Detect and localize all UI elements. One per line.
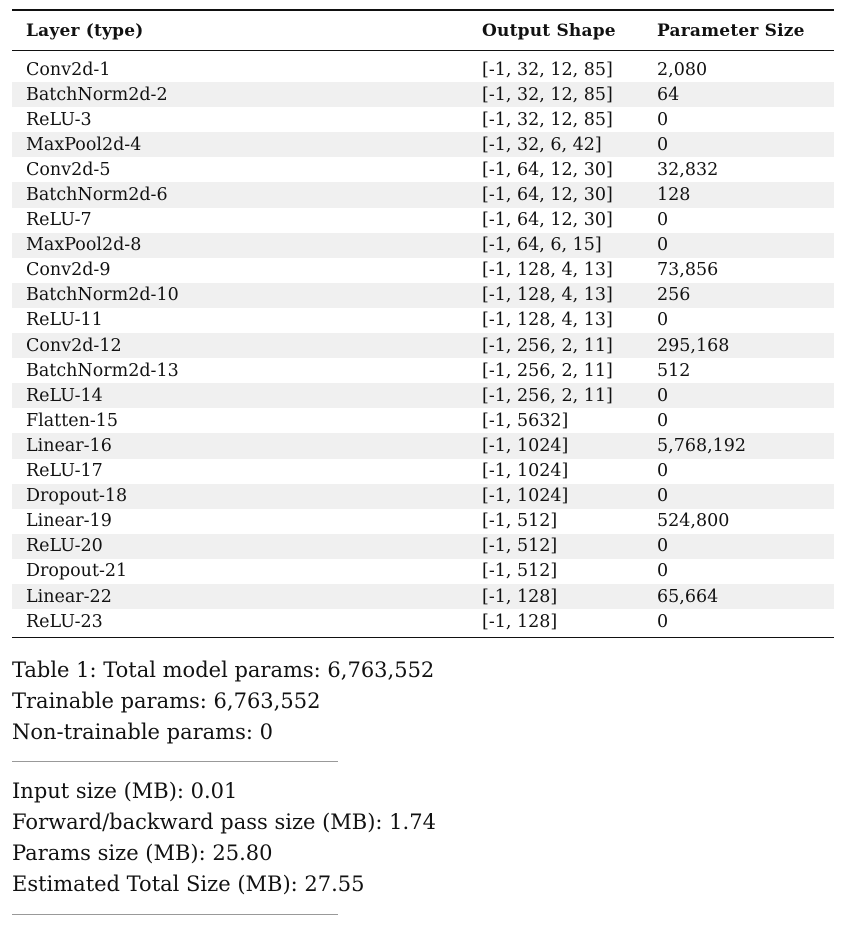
output-shape-cell: [-1, 512] — [482, 561, 558, 582]
table-row — [12, 333, 834, 358]
parameter-size-cell: 0 — [657, 235, 669, 256]
output-shape-cell: [-1, 256, 2, 11] — [482, 385, 613, 406]
table-row — [12, 308, 834, 333]
parameter-size-cell: 65,664 — [657, 586, 719, 607]
header-output-shape: Output Shape — [482, 20, 616, 41]
parameter-size-cell: 0 — [657, 561, 669, 582]
output-shape-cell: [-1, 128, 4, 13] — [482, 310, 613, 331]
parameter-size-cell: 128 — [657, 185, 691, 206]
layer-name-cell: Dropout-21 — [26, 561, 128, 582]
parameter-size-cell: 5,768,192 — [657, 435, 747, 456]
parameter-size-cell: 295,168 — [657, 335, 730, 356]
parameter-size-cell: 64 — [657, 84, 680, 105]
estimated-total-size: Estimated Total Size (MB): 27.55 — [12, 872, 365, 896]
layer-name-cell: ReLU-3 — [26, 109, 92, 130]
table-row — [12, 283, 834, 308]
output-shape-cell: [-1, 512] — [482, 511, 558, 532]
layer-name-cell: Linear-22 — [26, 586, 112, 607]
output-shape-cell: [-1, 1024] — [482, 435, 569, 456]
output-shape-cell: [-1, 128] — [482, 611, 558, 632]
parameter-size-cell: 32,832 — [657, 159, 719, 180]
table-header-row — [12, 11, 834, 50]
output-shape-cell: [-1, 512] — [482, 536, 558, 557]
parameter-size-cell: 524,800 — [657, 511, 730, 532]
parameter-size-cell: 0 — [657, 385, 669, 406]
layer-name-cell: MaxPool2d-4 — [26, 134, 142, 155]
table-row — [12, 182, 834, 207]
table-row — [12, 157, 834, 182]
layer-name-cell: Flatten-15 — [26, 410, 119, 431]
layer-name-cell: Conv2d-12 — [26, 335, 122, 356]
table-row — [12, 509, 834, 534]
output-shape-cell: [-1, 128] — [482, 586, 558, 607]
layer-name-cell: ReLU-20 — [26, 536, 103, 557]
output-shape-cell: [-1, 32, 12, 85] — [482, 109, 613, 130]
model-summary-table — [12, 9, 834, 638]
layer-name-cell: Conv2d-9 — [26, 260, 111, 281]
output-shape-cell: [-1, 128, 4, 13] — [482, 285, 613, 306]
output-shape-cell: [-1, 64, 12, 30] — [482, 159, 613, 180]
output-shape-cell: [-1, 64, 12, 30] — [482, 185, 613, 206]
forward-backward-size: Forward/backward pass size (MB): 1.74 — [12, 810, 436, 834]
layer-name-cell: ReLU-7 — [26, 210, 92, 231]
table-row — [12, 609, 834, 634]
parameter-size-cell: 0 — [657, 210, 669, 231]
layer-name-cell: ReLU-11 — [26, 310, 103, 331]
layer-name-cell: BatchNorm2d-10 — [26, 285, 179, 306]
output-shape-cell: [-1, 256, 2, 11] — [482, 335, 613, 356]
table-row — [12, 383, 834, 408]
parameter-size-cell: 0 — [657, 461, 669, 482]
caption-total-params: Table 1: Total model params: 6,763,552 — [12, 658, 435, 682]
layer-name-cell: BatchNorm2d-13 — [26, 360, 179, 381]
parameter-size-cell: 256 — [657, 285, 691, 306]
layer-name-cell: BatchNorm2d-6 — [26, 185, 168, 206]
output-shape-cell: [-1, 32, 12, 85] — [482, 84, 613, 105]
output-shape-cell: [-1, 64, 12, 30] — [482, 210, 613, 231]
table-row — [12, 534, 834, 559]
table-row — [12, 132, 834, 157]
output-shape-cell: [-1, 1024] — [482, 486, 569, 507]
params-size: Params size (MB): 25.80 — [12, 841, 273, 865]
parameter-size-cell: 2,080 — [657, 59, 708, 80]
parameter-size-cell: 0 — [657, 310, 669, 331]
layer-name-cell: Linear-16 — [26, 435, 112, 456]
layer-name-cell: BatchNorm2d-2 — [26, 84, 168, 105]
trainable-params: Trainable params: 6,763,552 — [12, 689, 321, 713]
section-divider — [12, 761, 338, 762]
table-row — [12, 107, 834, 132]
layer-name-cell: Conv2d-1 — [26, 59, 111, 80]
output-shape-cell: [-1, 128, 4, 13] — [482, 260, 613, 281]
layer-name-cell: Dropout-18 — [26, 486, 128, 507]
header-layer-type: Layer (type) — [26, 20, 144, 41]
parameter-size-cell: 0 — [657, 536, 669, 557]
parameter-size-cell: 0 — [657, 611, 669, 632]
layer-name-cell: ReLU-14 — [26, 385, 103, 406]
output-shape-cell: [-1, 64, 6, 15] — [482, 235, 602, 256]
layer-name-cell: ReLU-17 — [26, 461, 103, 482]
output-shape-cell: [-1, 32, 6, 42] — [482, 134, 602, 155]
table-row — [12, 233, 834, 258]
parameter-size-cell: 0 — [657, 109, 669, 130]
table-row — [12, 358, 834, 383]
parameter-size-cell: 0 — [657, 134, 669, 155]
output-shape-cell: [-1, 1024] — [482, 461, 569, 482]
table-row — [12, 584, 834, 609]
parameter-size-cell: 512 — [657, 360, 691, 381]
output-shape-cell: [-1, 5632] — [482, 410, 569, 431]
table-row — [12, 208, 834, 233]
table-row — [12, 258, 834, 283]
non-trainable-params: Non-trainable params: 0 — [12, 720, 273, 744]
section-divider-bottom — [12, 914, 338, 915]
model-summary-text — [12, 655, 712, 915]
layer-name-cell: ReLU-23 — [26, 611, 103, 632]
table-body — [12, 51, 834, 637]
parameter-size-cell: 0 — [657, 486, 669, 507]
output-shape-cell: [-1, 32, 12, 85] — [482, 59, 613, 80]
header-parameter-size: Parameter Size — [657, 20, 805, 41]
input-size: Input size (MB): 0.01 — [12, 779, 238, 803]
table-bottom-rule — [12, 637, 834, 638]
table-row — [12, 459, 834, 484]
parameter-size-cell: 0 — [657, 410, 669, 431]
table-row — [12, 57, 834, 82]
table-row — [12, 559, 834, 584]
output-shape-cell: [-1, 256, 2, 11] — [482, 360, 613, 381]
parameter-size-cell: 73,856 — [657, 260, 719, 281]
table-row — [12, 484, 834, 509]
layer-name-cell: Conv2d-5 — [26, 159, 111, 180]
layer-name-cell: Linear-19 — [26, 511, 112, 532]
table-row — [12, 82, 834, 107]
table-row — [12, 433, 834, 458]
table-row — [12, 408, 834, 433]
layer-name-cell: MaxPool2d-8 — [26, 235, 142, 256]
